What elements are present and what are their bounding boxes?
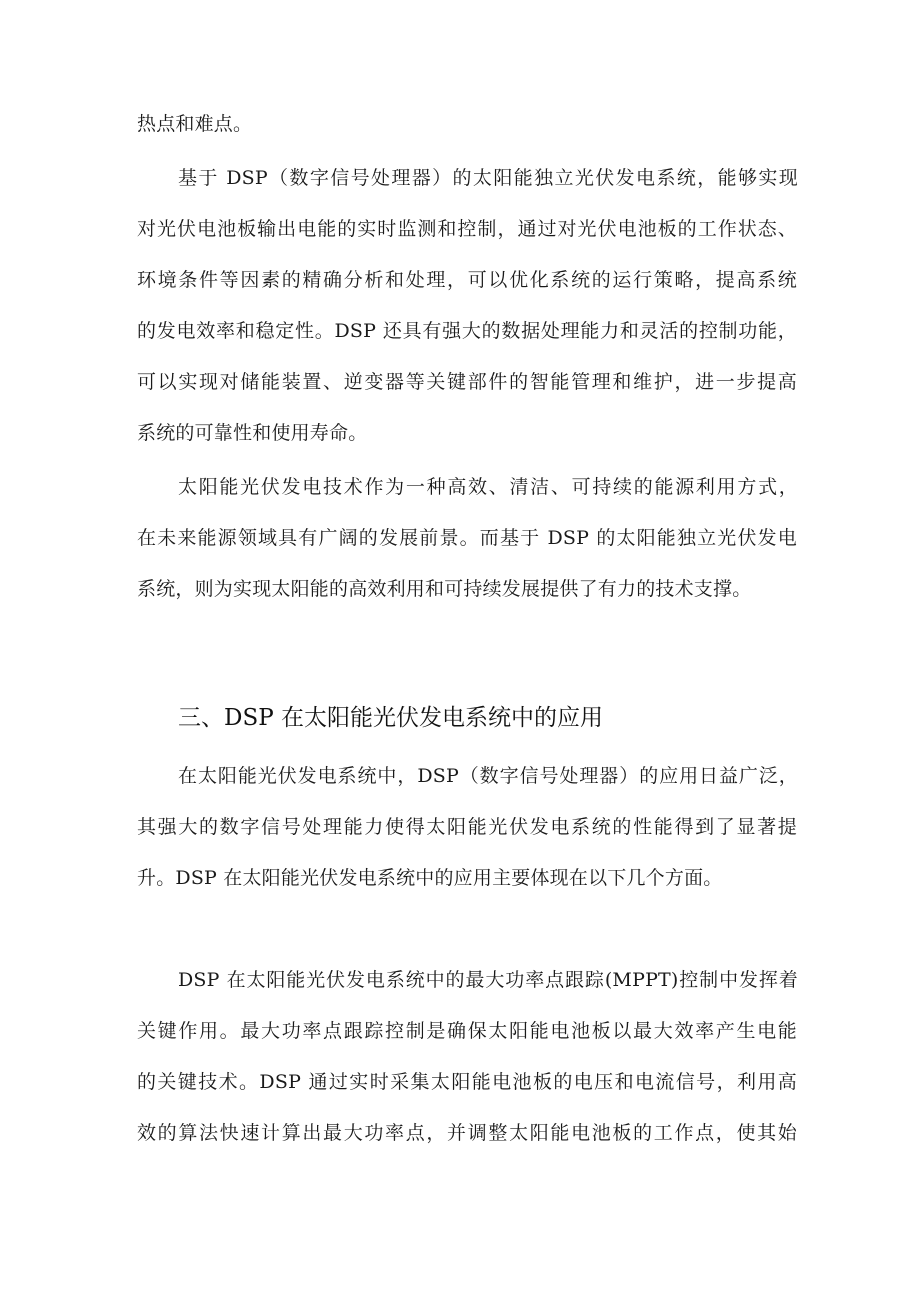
paragraph-line: 效的算法快速计算出最大功率点，并调整太阳能电池板的工作点，使其始 bbox=[137, 1122, 797, 1144]
paragraph-line: 在太阳能光伏发电系统中，DSP（数字信号处理器）的应用日益广泛， bbox=[178, 765, 798, 787]
paragraph-line: 关键作用。最大功率点跟踪控制是确保太阳能电池板以最大效率产生电能 bbox=[137, 1020, 797, 1042]
paragraph-line: 的关键技术。DSP 通过实时采集太阳能电池板的电压和电流信号，利用高 bbox=[137, 1071, 797, 1093]
paragraph-line: 太阳能光伏发电技术作为一种高效、清洁、可持续的能源利用方式， bbox=[178, 476, 798, 498]
paragraph-line: 系统，则为实现太阳能的高效利用和可持续发展提供了有力的技术支撑。 bbox=[137, 578, 752, 600]
paragraph-line: 可以实现对储能装置、逆变器等关键部件的智能管理和维护，进一步提高 bbox=[137, 371, 797, 393]
paragraph-line: 基于 DSP（数字信号处理器）的太阳能独立光伏发电系统，能够实现 bbox=[178, 167, 798, 189]
paragraph-line: 升。DSP 在太阳能光伏发电系统中的应用主要体现在以下几个方面。 bbox=[137, 867, 723, 889]
paragraph-line: 的发电效率和稳定性。DSP 还具有强大的数据处理能力和灵活的控制功能， bbox=[137, 320, 797, 342]
paragraph-line: 热点和难点。 bbox=[137, 113, 253, 135]
paragraph-line: 对光伏电池板输出电能的实时监测和控制，通过对光伏电池板的工作状态、 bbox=[137, 218, 797, 240]
section-heading: 三、DSP 在太阳能光伏发电系统中的应用 bbox=[178, 705, 603, 731]
paragraph-line: 其强大的数字信号处理能力使得太阳能光伏发电系统的性能得到了显著提 bbox=[137, 816, 797, 838]
paragraph-line: DSP 在太阳能光伏发电系统中的最大功率点跟踪(MPPT)控制中发挥着 bbox=[178, 969, 798, 991]
paragraph-line: 环境条件等因素的精确分析和处理，可以优化系统的运行策略，提高系统 bbox=[137, 269, 797, 291]
paragraph-line: 在未来能源领域具有广阔的发展前景。而基于 DSP 的太阳能独立光伏发电 bbox=[137, 527, 797, 549]
paragraph-line: 系统的可靠性和使用寿命。 bbox=[137, 422, 368, 444]
